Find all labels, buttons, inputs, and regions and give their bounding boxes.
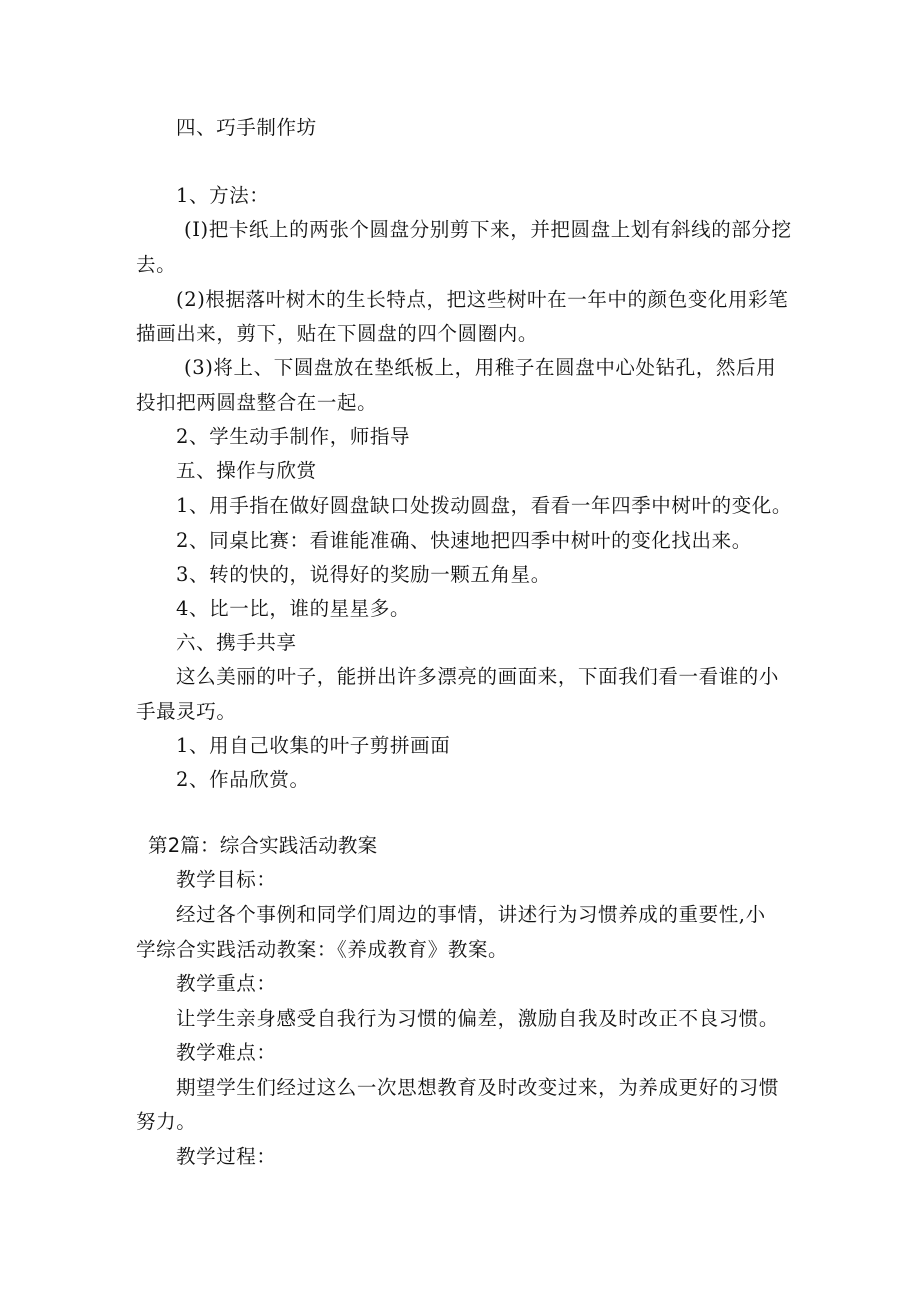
paragraph-line: 努力。	[136, 1110, 197, 1133]
list-item: 1、用自己收集的叶子剪拼画面	[176, 734, 451, 757]
section-heading: 六、携手共享	[176, 631, 297, 654]
subheading: 教学过程：	[176, 1145, 277, 1168]
paragraph-line: (3)将上、下圆盘放在垫纸板上，用稚子在圆盘中心处钻孔，然后用	[184, 356, 777, 379]
subheading: 教学重点：	[176, 972, 277, 995]
paragraph-line: 描画出来，剪下，贴在下圆盘的四个圆圈内。	[136, 322, 539, 345]
list-item: 2、同桌比赛：看谁能准确、快速地把四季中树叶的变化找出来。	[176, 529, 752, 552]
paragraph-line: (I)把卡纸上的两张个圆盘分别剪下来，并把圆盘上划有斜线的部分挖	[184, 218, 792, 241]
paragraph-line: 去。	[136, 253, 177, 276]
list-item: 3、转的快的，说得好的奖励一颗五角星。	[176, 563, 551, 586]
subheading: 教学难点：	[176, 1041, 277, 1064]
method-title: 1、方法：	[176, 184, 270, 207]
paragraph-line: 学综合实践活动教案：《养成教育》教案。	[136, 938, 509, 961]
paragraph-line: 投扣把两圆盘整合在一起。	[136, 391, 378, 414]
list-item: 2、学生动手制作，师指导	[176, 425, 411, 448]
paragraph-line: 让学生亲身感受自我行为习惯的偏差，激励自我及时改正不良习惯。	[176, 1007, 780, 1030]
paragraph-line: (2)根据落叶树木的生长特点，把这些树叶在一年中的颜色变化用彩笔	[176, 288, 789, 311]
subheading: 教学目标：	[176, 868, 277, 891]
section-heading: 四、巧手制作坊	[176, 116, 317, 139]
paragraph-line: 期望学生们经过这么一次思想教育及时改变过来，为养成更好的习惯	[176, 1076, 780, 1099]
list-item: 1、用手指在做好圆盘缺口处拨动圆盘，看看一年四季中树叶的变化。	[176, 494, 793, 517]
paragraph-line: 这么美丽的叶子，能拼出许多漂亮的画面来，下面我们看一看谁的小	[176, 665, 780, 688]
section-heading: 五、操作与欣赏	[176, 459, 317, 482]
part-title: 第2篇：综合实践活动教案	[148, 834, 378, 857]
paragraph-line: 手最灵巧。	[136, 700, 237, 723]
list-item: 2、作品欣赏。	[176, 768, 310, 791]
list-item: 4、比一比，谁的星星多。	[176, 597, 411, 620]
paragraph-line: 经过各个事例和同学们周边的事情，讲述行为习惯养成的重要性,小	[176, 903, 766, 926]
